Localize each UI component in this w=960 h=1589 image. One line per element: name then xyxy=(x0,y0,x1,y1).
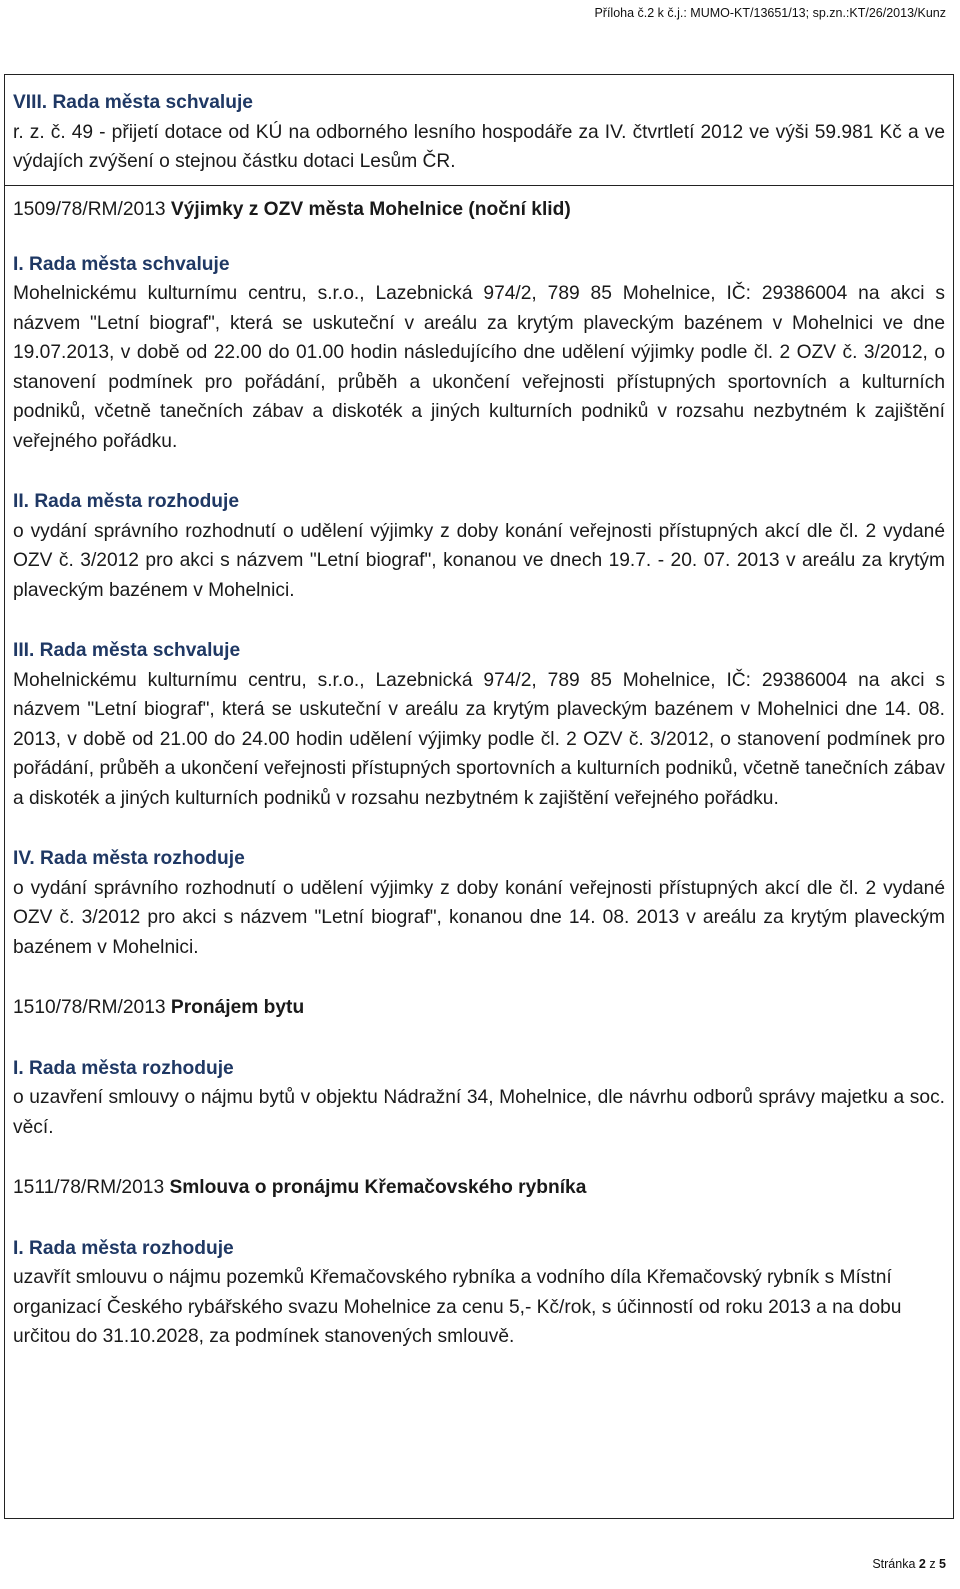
section-heading: I. Rada města schvaluje xyxy=(13,253,230,275)
page-current: 2 xyxy=(918,1557,926,1571)
section-heading: I. Rada města rozhoduje xyxy=(13,1237,234,1259)
section-heading: IV. Rada města rozhoduje xyxy=(13,848,245,869)
resolution-box-viii xyxy=(4,74,954,186)
item-number: 1511/78/RM/2013 xyxy=(13,1177,170,1198)
page-of: z xyxy=(925,1557,940,1571)
item-title: Smlouva o pronájmu Křemačovského rybníka xyxy=(169,1177,587,1198)
item-title: Výjimky z OZV města Mohelnice (noční klid) xyxy=(170,199,571,220)
section-heading: I. Rada města rozhoduje xyxy=(13,1057,234,1079)
item-title: Pronájem bytu xyxy=(170,997,305,1018)
page-number xyxy=(872,1557,946,1571)
section-text: o vydání správního rozhodnutí o udělení výjimky z doby konání veřejnosti přístupných akcí dle čl. 2 vydané OZV č. 3/2012 pro akci s názvem "Letní biograf", konanou dne 14. 08. 2013 v areálu za krytým plaveckým bazénem v Mohelnici. xyxy=(13,877,945,958)
section-heading: II. Rada města rozhoduje xyxy=(13,491,240,512)
page-total: 5 xyxy=(939,1557,946,1571)
item-number: 1510/78/RM/2013 xyxy=(13,997,171,1018)
section-text: uzavřít smlouvu o nájmu pozemků Křemačovského rybníka a vodního díla Křemačovský rybník s Místní organizací Českého rybářského svazu Mohelnice za cenu 5,- Kč/rok, s účinností od roku 2013 a na dobu určitou do 31.10.2028, za podmínek stanovených smlouvě. xyxy=(13,1267,902,1347)
section-text: r. z. č. 49 - přijetí dotace od KÚ na odborného lesního hospodáře za IV. čtvrtletí 2012 ve výši 59.981 Kč a ve výdajích zvýšení o stejnou částku dotaci Lesům ČR. xyxy=(13,121,945,172)
item-title-1509 xyxy=(13,195,945,225)
section-heading: III. Rada města schvaluje xyxy=(13,640,241,661)
section-heading: VIII. Rada města schvaluje xyxy=(13,92,253,113)
page-label: Stránka xyxy=(872,1557,919,1571)
section-text: o uzavření smlouvy o nájmu bytů v objektu Nádražní 34, Mohelnice, dle návrhu odborů správy majetku a soc. věcí. xyxy=(13,1087,945,1138)
document-reference: Příloha č.2 k č.j.: MUMO-KT/13651/13; sp.zn.:KT/26/2013/Kunz xyxy=(594,6,946,20)
item-title-1510 xyxy=(13,993,945,1023)
section-text: Mohelnickému kulturnímu centru, s.r.o., Lazebnická 974/2, 789 85 Mohelnice, IČ: 29386004 na akci s názvem "Letní biograf", která se uskuteční v areálu za krytým plaveckým bazénem v Mohelnici dne 14. 08. 2013, v době od 21.00 do 24.00 hodin udělení výjimky podle čl. 2 OZV č. 3/2012, o stanovení podmínek pro pořádání, průběh a ukončení veřejnosti přístupných sportovních a kulturních podniků, včetně tanečních zábav a diskoték a jiných kulturních podniků v rozsahu nezbytném k zajištění veřejného pořádku. xyxy=(13,669,945,809)
item-number: 1509/78/RM/2013 xyxy=(13,199,171,220)
section-text: Mohelnickému kulturnímu centru, s.r.o., Lazebnická 974/2, 789 85 Mohelnice, IČ: 29386004 na akci s názvem "Letní biograf", která se uskuteční v areálu za krytým plaveckým bazénem v Mohelnici ve dne 19.07.2013, v době od 22.00 do 01.00 hodin následujícího dne udělení výjimky podle čl. 2 OZV č. 3/2012, o stanovení podmínek pro pořádání, průběh a ukončení veřejnosti přístupných sportovních a kulturních podniků, včetně tanečních zábav a diskoték a jiných kulturních podniků v rozsahu nezbytném k zajištění veřejného pořádku. xyxy=(13,283,945,452)
item-title-1511 xyxy=(13,1173,945,1203)
section-text: o vydání správního rozhodnutí o udělení výjimky z doby konání veřejnosti přístupných akcí dle čl. 2 vydané OZV č. 3/2012 pro akci s názvem "Letní biograf", konanou ve dnech 19.7. - 20. 07. 2013 v areálu za krytým plaveckým bazénem v Mohelnici. xyxy=(13,520,945,601)
resolution-box-main xyxy=(4,185,954,1519)
